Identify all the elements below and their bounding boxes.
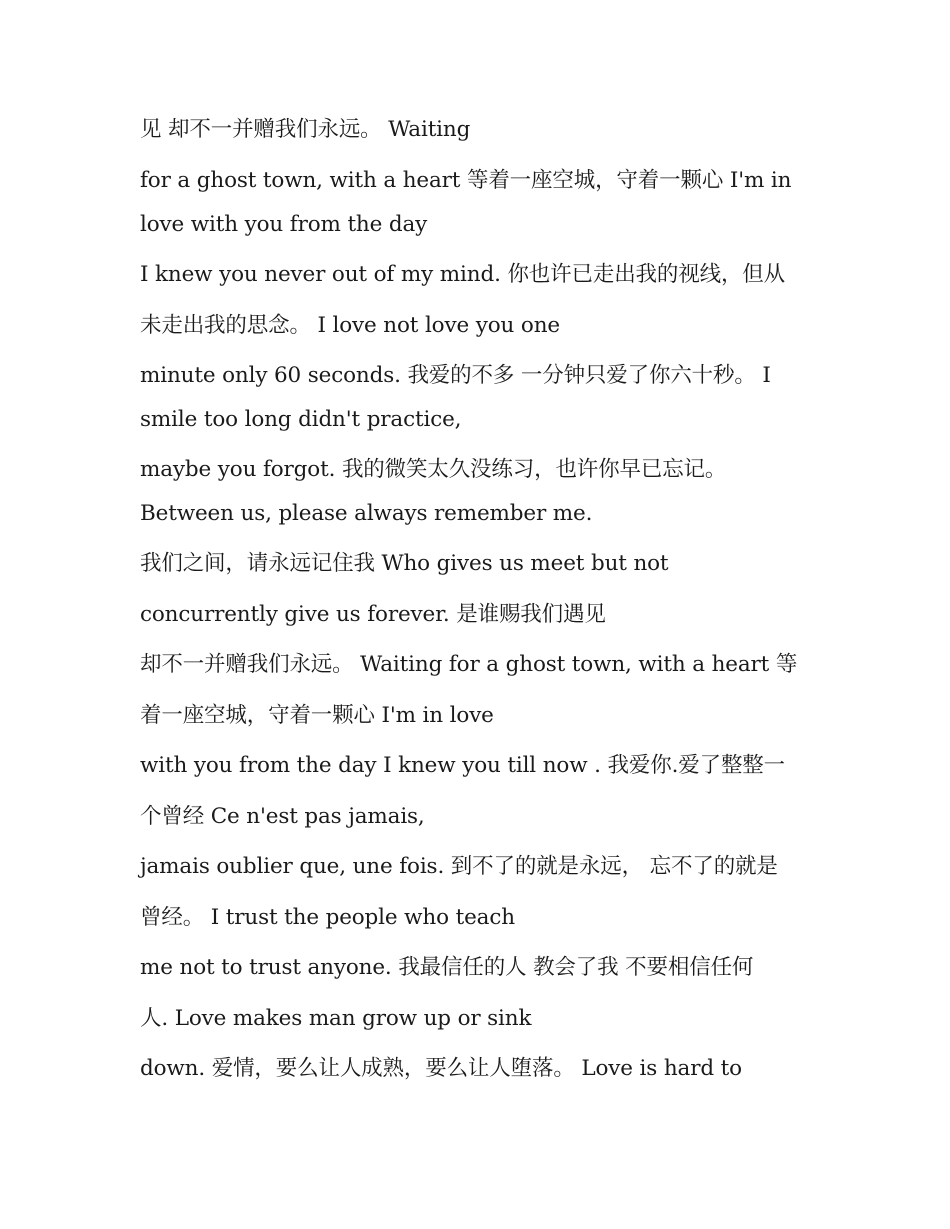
text-line-3: love with you from the day	[140, 212, 428, 237]
text-line-4: I knew you never out of my mind. 你也许已走出我的视线，但从	[140, 262, 785, 287]
text-line-16: jamais oublier que, une fois. 到不了的就是永远， 忘不了的就是	[140, 854, 778, 879]
text-line-5: 未走出我的思念。 I love not love you one	[140, 313, 560, 338]
text-line-7: smile too long didn't practice,	[140, 407, 462, 432]
document-body	[140, 112, 812, 1092]
text-line-13: 着一座空城，守着一颗心 I'm in love	[140, 703, 494, 728]
text-line-20: down. 爱情，要么让人成熟，要么让人堕落。 Love is hard to	[140, 1056, 742, 1081]
text-line-8: maybe you forgot. 我的微笑太久没练习，也许你早已忘记。	[140, 457, 727, 482]
text-line-19: 人. Love makes man grow up or sink	[140, 1006, 532, 1031]
text-line-18: me not to trust anyone. 我最信任的人 教会了我 不要相信任何	[140, 955, 754, 980]
text-line-17: 曾经。 I trust the people who teach	[140, 905, 515, 930]
text-line-6: minute only 60 seconds. 我爱的不多 一分钟只爱了你六十秒。 I	[140, 363, 771, 388]
text-line-12: 却不一并赠我们永远。 Waiting for a ghost town, with a heart 等	[140, 652, 798, 677]
text-line-14: with you from the day I knew you till now . 我爱你.爱了整整一	[140, 753, 785, 778]
text-line-9: Between us, please always remember me.	[140, 501, 593, 526]
text-line-1: 见 却不一并赠我们永远。 Waiting	[140, 117, 471, 142]
text-line-2: for a ghost town, with a heart 等着一座空城，守着一颗心 I'm in	[140, 168, 792, 193]
text-line-10: 我们之间，请永远记住我 Who gives us meet but not	[140, 551, 669, 576]
text-line-15: 个曾经 Ce n'est pas jamais,	[140, 804, 425, 829]
text-line-11: concurrently give us forever. 是谁赐我们遇见	[140, 602, 606, 627]
